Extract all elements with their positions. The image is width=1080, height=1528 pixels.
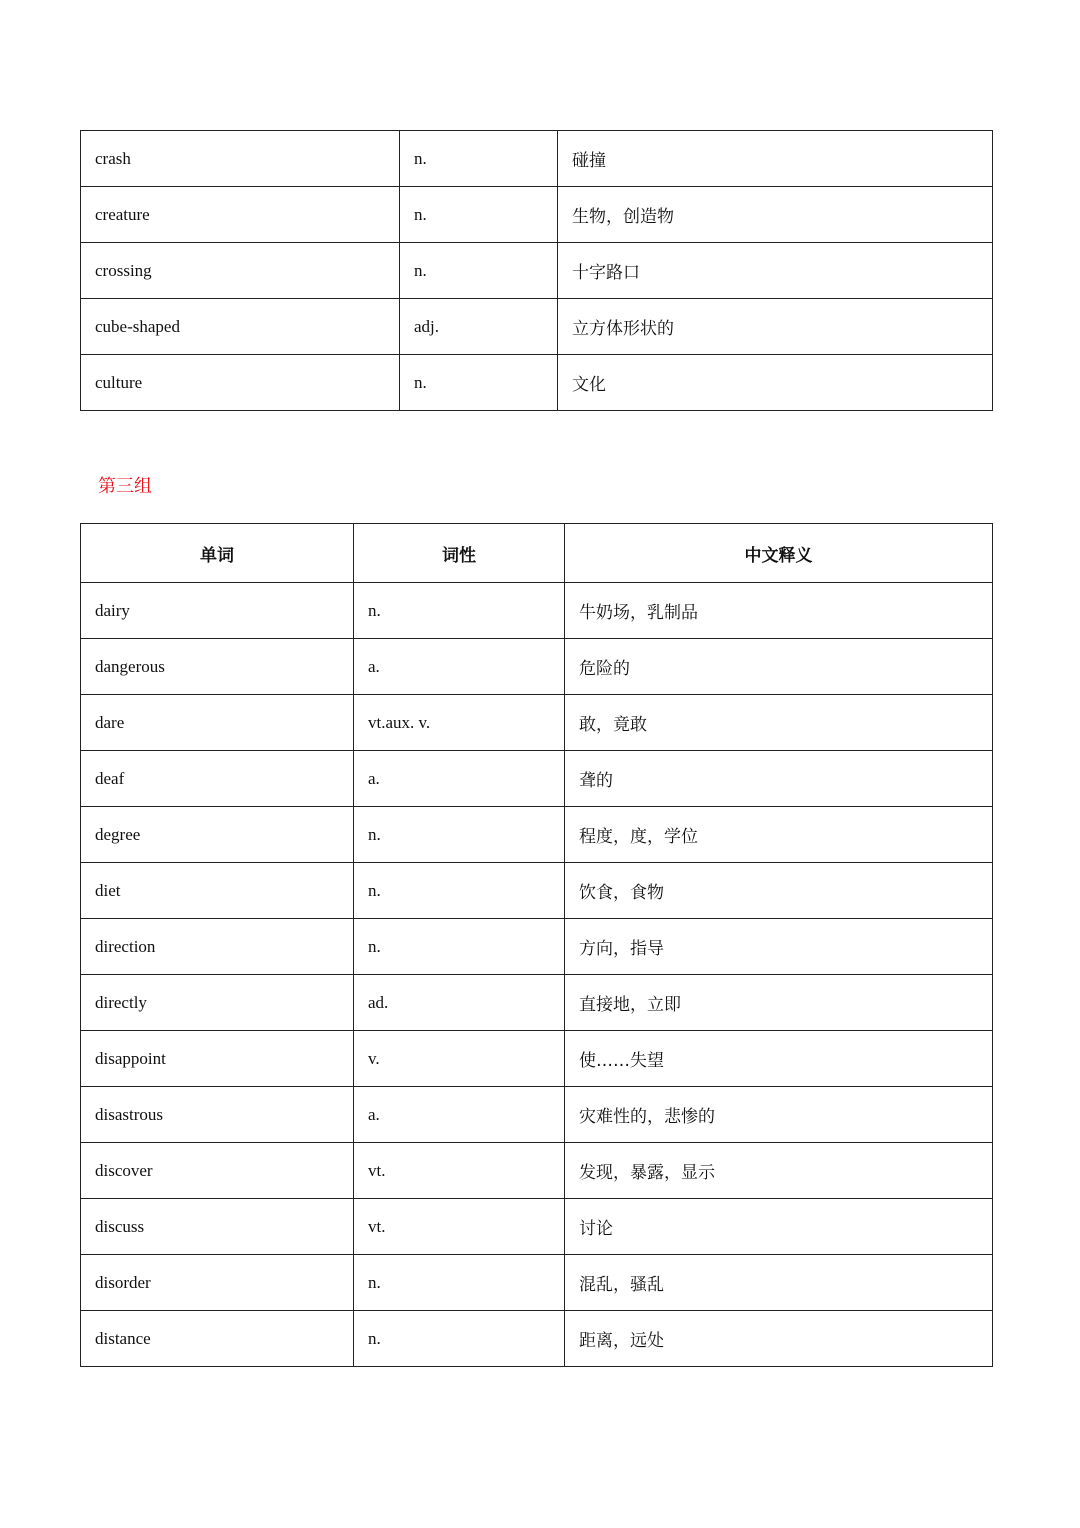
table-row <box>81 919 993 975</box>
word-cell: deaf <box>81 751 354 807</box>
meaning-cell: 敢，竟敢 <box>565 695 993 751</box>
table-row <box>81 1255 993 1311</box>
word-cell: crash <box>81 131 400 187</box>
part-of-speech-cell: ad. <box>354 975 565 1031</box>
header-row <box>81 524 993 583</box>
word-cell: dairy <box>81 583 354 639</box>
meaning-cell: 灾难性的，悲惨的 <box>565 1087 993 1143</box>
word-cell: creature <box>81 187 400 243</box>
meaning-cell: 碰撞 <box>558 131 993 187</box>
meaning-cell: 发现，暴露，显示 <box>565 1143 993 1199</box>
part-of-speech-cell: n. <box>354 807 565 863</box>
part-of-speech-cell: adj. <box>400 299 558 355</box>
table-row <box>81 299 993 355</box>
vocab-table-continued <box>80 130 993 411</box>
word-cell: degree <box>81 807 354 863</box>
part-of-speech-cell: vt. <box>354 1199 565 1255</box>
word-cell: direction <box>81 919 354 975</box>
meaning-cell: 生物，创造物 <box>558 187 993 243</box>
part-of-speech-cell: vt. <box>354 1143 565 1199</box>
meaning-cell: 混乱，骚乱 <box>565 1255 993 1311</box>
word-cell: directly <box>81 975 354 1031</box>
part-of-speech-cell: n. <box>400 131 558 187</box>
table-row <box>81 1143 993 1199</box>
word-cell: discover <box>81 1143 354 1199</box>
column-header-word: 单词 <box>81 524 354 583</box>
part-of-speech-cell: n. <box>354 583 565 639</box>
word-cell: crossing <box>81 243 400 299</box>
word-cell: disappoint <box>81 1031 354 1087</box>
word-cell: dare <box>81 695 354 751</box>
column-header-meaning: 中文释义 <box>565 524 993 583</box>
table-row <box>81 863 993 919</box>
table-row <box>81 807 993 863</box>
meaning-cell: 方向，指导 <box>565 919 993 975</box>
meaning-cell: 直接地，立即 <box>565 975 993 1031</box>
table-row <box>81 131 993 187</box>
meaning-cell: 距离，远处 <box>565 1311 993 1367</box>
table-row <box>81 1311 993 1367</box>
word-cell: diet <box>81 863 354 919</box>
column-header-part-of-speech: 词性 <box>354 524 565 583</box>
word-cell: dangerous <box>81 639 354 695</box>
table-row <box>81 1031 993 1087</box>
meaning-cell: 饮食，食物 <box>565 863 993 919</box>
part-of-speech-cell: n. <box>400 187 558 243</box>
word-cell: disastrous <box>81 1087 354 1143</box>
table-row <box>81 583 993 639</box>
vocab-table-header <box>81 524 993 583</box>
vocab-table-group-3-body <box>81 583 993 1367</box>
part-of-speech-cell: a. <box>354 639 565 695</box>
meaning-cell: 使……失望 <box>565 1031 993 1087</box>
table-row <box>81 695 993 751</box>
vocab-table-group-3 <box>80 523 993 1367</box>
table-row <box>81 1087 993 1143</box>
meaning-cell: 程度，度，学位 <box>565 807 993 863</box>
part-of-speech-cell: n. <box>400 243 558 299</box>
section-heading: 第三组 <box>98 476 152 497</box>
part-of-speech-cell: n. <box>400 355 558 411</box>
part-of-speech-cell: a. <box>354 751 565 807</box>
word-cell: culture <box>81 355 400 411</box>
table-row <box>81 975 993 1031</box>
meaning-cell: 立方体形状的 <box>558 299 993 355</box>
table-row <box>81 355 993 411</box>
part-of-speech-cell: n. <box>354 1255 565 1311</box>
meaning-cell: 牛奶场，乳制品 <box>565 583 993 639</box>
part-of-speech-cell: a. <box>354 1087 565 1143</box>
part-of-speech-cell: n. <box>354 1311 565 1367</box>
table-row <box>81 187 993 243</box>
meaning-cell: 聋的 <box>565 751 993 807</box>
table-row <box>81 751 993 807</box>
word-cell: disorder <box>81 1255 354 1311</box>
part-of-speech-cell: n. <box>354 919 565 975</box>
part-of-speech-cell: v. <box>354 1031 565 1087</box>
word-cell: discuss <box>81 1199 354 1255</box>
vocab-table-continued-body <box>81 131 993 411</box>
part-of-speech-cell: vt.aux. v. <box>354 695 565 751</box>
meaning-cell: 危险的 <box>565 639 993 695</box>
word-cell: cube-shaped <box>81 299 400 355</box>
part-of-speech-cell: n. <box>354 863 565 919</box>
table-row <box>81 639 993 695</box>
meaning-cell: 十字路口 <box>558 243 993 299</box>
table-row <box>81 243 993 299</box>
table-row <box>81 1199 993 1255</box>
meaning-cell: 讨论 <box>565 1199 993 1255</box>
word-cell: distance <box>81 1311 354 1367</box>
meaning-cell: 文化 <box>558 355 993 411</box>
